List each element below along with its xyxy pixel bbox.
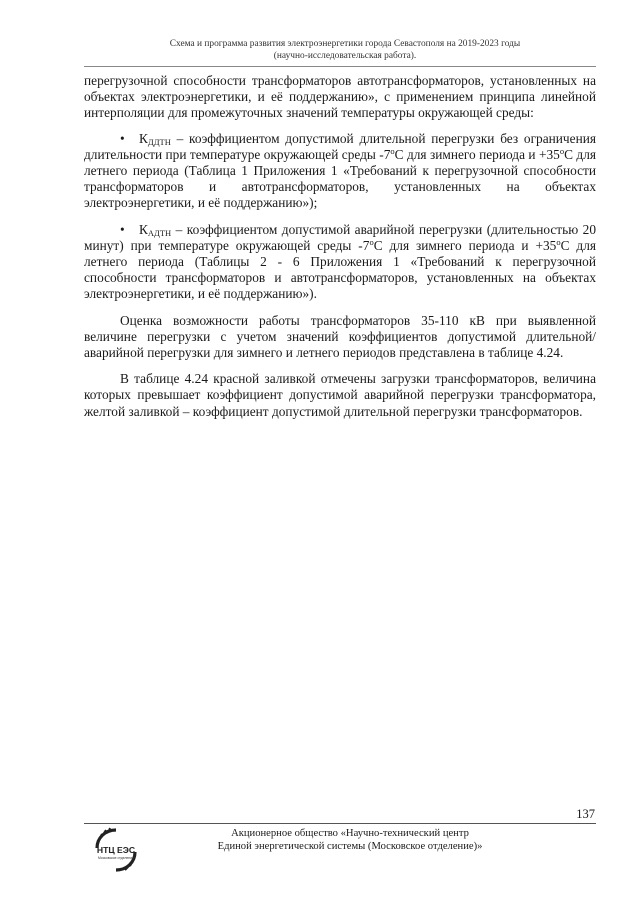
document-header <box>95 38 595 62</box>
coefficient-symbol: К <box>139 221 148 237</box>
document-footer <box>200 827 500 853</box>
page-number: 137 <box>576 807 595 821</box>
bullet-text-part1: – коэффициентом допустимой длительной перегрузки без ограничения длительности при температуре окружающей среды -7 <box>84 130 596 162</box>
ntc-ees-logo <box>92 826 140 874</box>
intro-paragraph: перегрузочной способности трансформаторов автотрансформаторов, установленных на объектах электроэнергетики, и её поддержанию», с применением принципа линейной интерполяции для промежуточных значений температуры окружающей среды: <box>84 73 596 121</box>
bullet-item-kddtn <box>84 131 596 212</box>
degree-superscript: о <box>390 145 395 156</box>
degree-superscript: о <box>556 236 561 247</box>
degree-superscript: о <box>369 236 374 247</box>
assessment-paragraph: Оценка возможности работы трансформаторов 35-110 кВ при выявленной величине перегрузки с учетом значений коэффициентов допустимой длительной/аварийной перегрузки для зимнего и летнего периодов представлена в таблице 4.24. <box>84 312 596 361</box>
header-title-line1: Схема и программа развития электроэнергетики города Севастополя на 2019-2023 годы <box>169 39 521 49</box>
bullet-item-kadtn <box>84 222 596 303</box>
coefficient-subscript: АДТН <box>147 227 172 238</box>
bullet-text-part2: С для зимнего периода и +35 <box>373 237 557 253</box>
footer-org-line1: Акционерное общество «Научно-технический центр <box>231 828 469 839</box>
footer-divider <box>84 823 596 824</box>
logo-subtext: Московское отделение <box>97 856 135 860</box>
document-body <box>84 73 596 430</box>
bullet-icon: • <box>120 221 125 237</box>
logo-icon <box>92 826 140 874</box>
footer-org-line2: Единой энергетической системы (Московское отделение)» <box>217 841 483 852</box>
bullet-icon: • <box>120 130 125 146</box>
header-title-line2: (научно-исследовательская работа). <box>273 51 417 61</box>
table-note-paragraph: В таблице 4.24 красной заливкой отмечены загрузки трансформаторов, величина которых превышает коэффициент допустимой аварийной перегрузки трансформатора, желтой заливкой – коэффициент допустимой длительной перегрузки трансформаторов. <box>84 371 596 419</box>
header-divider <box>84 66 596 67</box>
bullet-text-part3: С для летнего периода (Таблицы 2 - 6 Приложения 1 «Требований к перегрузочной способности трансформаторов и автотрансформаторов, установленных на объектах электроэнергетики, и её поддержанию»). <box>84 237 597 302</box>
coefficient-subscript: ДДТН <box>147 136 171 147</box>
coefficient-symbol: К <box>139 130 148 146</box>
degree-superscript: о <box>559 145 565 156</box>
bullet-text-part3: С для летнего периода (Таблица 1 Приложения 1 «Требований к перегрузочной способности трансформаторов и автотрансформаторов, установленных на объектах электроэнергетики, и её поддержанию»); <box>84 146 596 211</box>
logo-text: НТЦ ЕЭС <box>96 845 136 855</box>
bullet-text-part1: – коэффициентом допустимой аварийной перегрузки (длительностью 20 минут) при температуре окружающей среды -7 <box>84 221 596 253</box>
bullet-text-part2: С для зимнего периода и +35 <box>394 146 560 162</box>
